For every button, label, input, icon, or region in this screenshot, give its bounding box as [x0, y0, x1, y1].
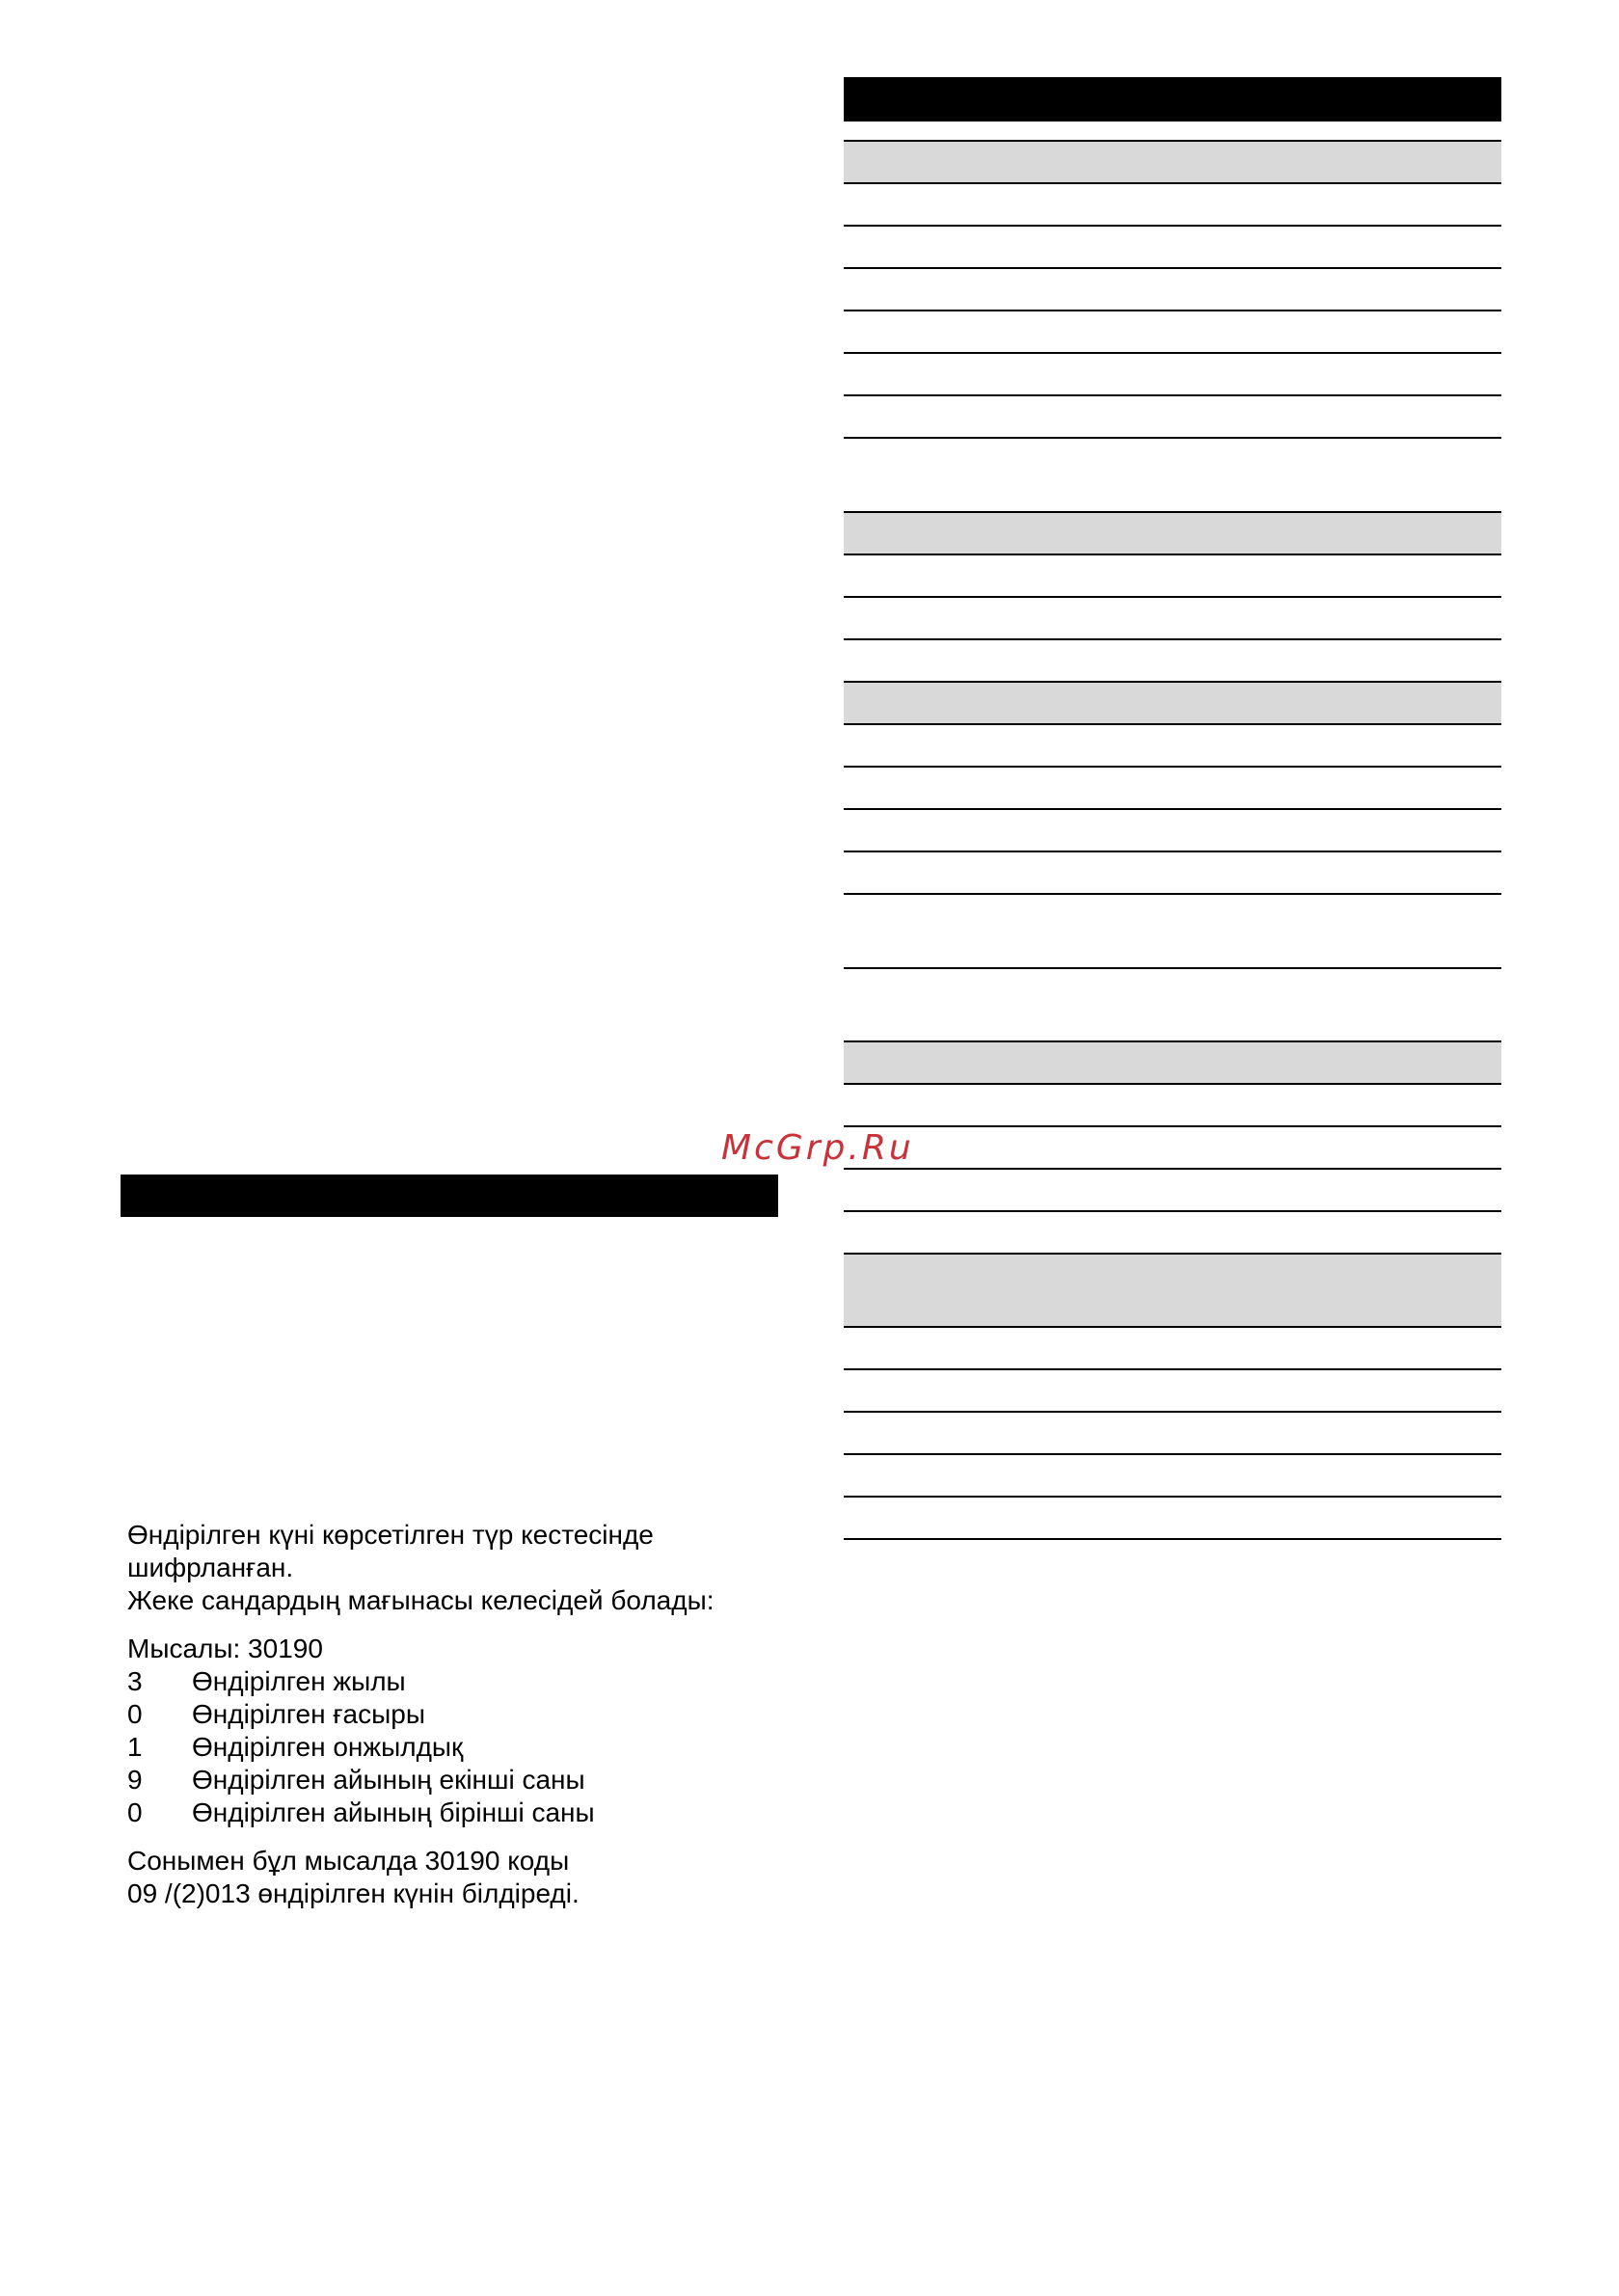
- table-row: [844, 1170, 1501, 1212]
- item-digit: 1: [127, 1732, 143, 1762]
- table-row: [844, 895, 1501, 969]
- table-row: [844, 683, 1501, 725]
- table-row: [844, 725, 1501, 768]
- table-row: [844, 1255, 1501, 1328]
- watermark: McGrp.Ru: [721, 1128, 914, 1168]
- table-row: [844, 396, 1501, 439]
- table-row: [844, 1085, 1501, 1127]
- table-row: [844, 311, 1501, 354]
- item-label: Өндірілген жылы: [192, 1666, 406, 1696]
- item-label: Өндірілген айының екінші саны: [192, 1765, 585, 1795]
- list-item: [127, 1665, 802, 1698]
- table-row: [844, 810, 1501, 852]
- table-row: [844, 122, 1501, 142]
- table-row: [844, 768, 1501, 810]
- example-line: Мысалы: 30190: [127, 1634, 323, 1663]
- list-item: [127, 1796, 802, 1829]
- table-row: [844, 1413, 1501, 1455]
- conclusion-line-1: Сонымен бұл мысалда 30190 коды: [127, 1846, 570, 1876]
- table-row: [844, 969, 1501, 1042]
- table-row: [844, 1498, 1501, 1540]
- production-date-text: [127, 1519, 802, 1910]
- item-digit: 0: [127, 1797, 143, 1827]
- table-row: [844, 1370, 1501, 1413]
- intro-line-1: Өндірілген күні көрсетілген түр кестесінде: [127, 1520, 654, 1550]
- specifications-table: [844, 77, 1501, 1540]
- table-row: [844, 439, 1501, 513]
- list-item: [127, 1698, 802, 1731]
- table-row: [844, 640, 1501, 683]
- table-row: [844, 227, 1501, 269]
- table-header-bar: [844, 77, 1501, 122]
- intro-line-2: шифрланған.: [127, 1553, 294, 1582]
- item-label: Өндірілген айының бірінші саны: [192, 1797, 595, 1827]
- table-row: [844, 1127, 1501, 1170]
- table-row: [844, 852, 1501, 895]
- conclusion-line-2: 09 /(2)013 өндірілген күнін білдіреді.: [127, 1878, 580, 1908]
- intro-line-3: Жеке сандардың мағынасы келесідей болады:: [127, 1585, 715, 1615]
- table-row: [844, 513, 1501, 555]
- table-row: [844, 354, 1501, 396]
- table-row: [844, 1042, 1501, 1085]
- table-row: [844, 142, 1501, 184]
- table-row: [844, 1328, 1501, 1370]
- item-label: Өндірілген ғасыры: [192, 1699, 425, 1729]
- item-digit: 0: [127, 1699, 143, 1729]
- item-digit: 9: [127, 1765, 143, 1795]
- table-row: [844, 1212, 1501, 1255]
- left-section-header-bar: [121, 1175, 778, 1217]
- table-row: [844, 1455, 1501, 1498]
- table-row: [844, 269, 1501, 311]
- table-row: [844, 184, 1501, 227]
- item-label: Өндірілген онжылдық: [192, 1732, 464, 1762]
- item-digit: 3: [127, 1666, 143, 1696]
- table-row: [844, 598, 1501, 640]
- list-item: [127, 1764, 802, 1796]
- table-row: [844, 555, 1501, 598]
- list-item: [127, 1731, 802, 1764]
